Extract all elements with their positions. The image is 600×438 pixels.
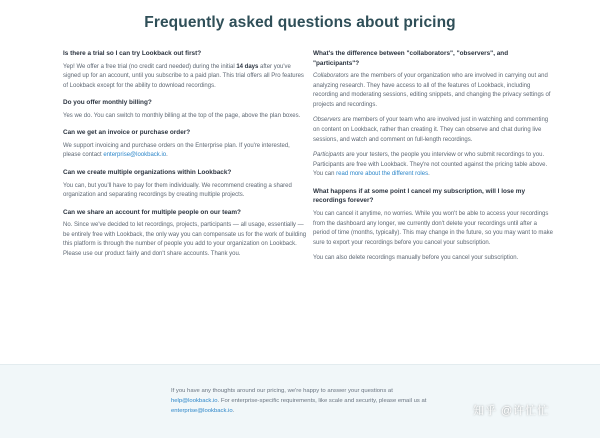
answer-text: You can also delete recordings manually before you cancel your subscription.	[313, 255, 519, 262]
faq-answer	[313, 210, 553, 248]
faq-item	[313, 49, 553, 180]
faq-question: Do you offer monthly billing?	[63, 99, 152, 107]
answer-text: . For enterprise-specific requirements, like scale and security, please email us at	[217, 398, 427, 405]
faq-answer	[63, 112, 309, 122]
answer-text: .	[232, 408, 235, 415]
page-title: Frequently asked questions about pricing	[144, 14, 456, 31]
faq-answer	[313, 116, 553, 145]
answer-text: after you've signed up for an account, until you subscribe to a paid plan. This trial offers all Pro features of Lookback except for the ability to download recordings.	[63, 63, 304, 89]
faq-item	[63, 168, 309, 201]
answer-text: are your testers, the people you interview or who submit recordings to you. Participants are free with Lookback. They're not counted against the pricing table above. You can	[313, 152, 548, 178]
faq-item	[313, 187, 553, 264]
answer-text: Yep! We offer a free trial (no credit card needed) during the initial	[63, 63, 237, 70]
faq-answer	[313, 72, 553, 110]
faq-item	[63, 98, 309, 121]
watermark: 知乎 @许忙忙	[473, 405, 550, 417]
answer-text: are the members of your organization who are involved in carrying out and analyzing research. They have access to all of the features of Lookback, including recording and moderating sessions, editing snippets, and changing the privacy settings of projects and recordings.	[313, 73, 551, 108]
faq-question: Is there a trial so I can try Lookback out first?	[63, 50, 202, 57]
faq-item	[63, 208, 309, 260]
role-term: Observers	[313, 117, 341, 124]
contact-footer	[0, 364, 600, 438]
faq-column-right	[313, 49, 553, 271]
answer-text: .	[428, 171, 430, 178]
faq-item	[63, 128, 309, 161]
answer-text: Yes we do. You can switch to monthly billing at the top of the page, above the plan boxes.	[63, 112, 301, 119]
faq-column-left	[63, 49, 309, 267]
answer-text: No. Since we've decided to let recordings, projects, participants — all usage, essentially — be entirely free with Lookback, the only way you can compensate us for the work of building this platform is through the number of people you add to your organization on Lookback. Please use our product fairly and don't share accounts. Thank you.	[63, 222, 307, 258]
inline-link[interactable]: enterprise@lookback.io	[103, 152, 167, 159]
faq-question: What happens if at some point I cancel my subscription, will I lose my recordings forever?	[313, 187, 525, 205]
answer-text: If you have any thoughts around our pricing, we're happy to answer your questions at	[171, 388, 393, 394]
inline-link[interactable]: enterprise@lookback.io	[171, 408, 233, 415]
faq-question: Can we share an account for multiple people on our team?	[63, 208, 241, 216]
faq-question: Can we create multiple organizations within Lookback?	[63, 169, 232, 177]
faq-answer	[63, 182, 309, 201]
role-term: Collaborators	[313, 73, 349, 79]
role-term: Participants	[313, 152, 345, 159]
answer-text: We support invoicing and purchase orders on the Enterprise plan. If you're interested, please contact	[63, 142, 290, 159]
footer-text	[171, 386, 431, 417]
faq-answer	[63, 221, 309, 259]
faq-question: What's the difference between "collaborators", "observers", and "participants"?	[313, 50, 509, 67]
faq-question: Can we get an invoice or purchase order?	[63, 129, 191, 137]
answer-text: You can, but you'll have to pay for them individually. We recommend creating a shared organization and separating recordings by creating multiple projects.	[63, 182, 292, 199]
faq-answer	[63, 142, 309, 161]
faq-item	[63, 49, 309, 91]
inline-link[interactable]: help@lookback.io	[171, 398, 218, 405]
faq-answer	[313, 254, 553, 264]
faq-answer	[313, 151, 553, 180]
inline-link[interactable]: read more about the different roles	[336, 171, 429, 178]
answer-text: You can cancel it anytime, no worries. While you won't be able to access your recordings from the dashboard any longer, we currently don't delete your recordings until after a period of time (months, typically). This may change in the future, so you may want to make sure to export your recordings before you cancel your subscription.	[313, 210, 553, 246]
faq-answer	[63, 63, 309, 92]
answer-text: .	[166, 152, 168, 159]
bold-text: 14 days	[236, 63, 259, 70]
answer-text: are members of your team who are involved just in watching and commenting on content on Lookback, rather than creating it. They can observe and chat during live sessions, and watch and comment on full-length recordings.	[313, 117, 549, 143]
